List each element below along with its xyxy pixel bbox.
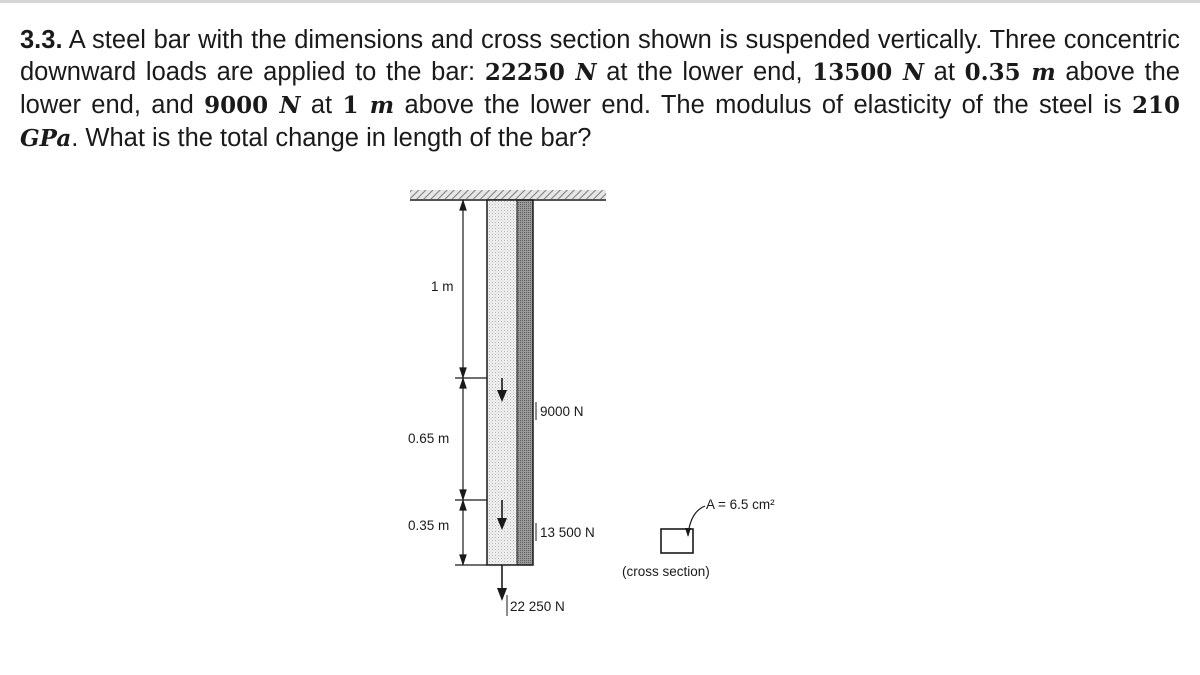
pos2-unit: m bbox=[1031, 59, 1056, 86]
pos2-value: 0.35 bbox=[964, 59, 1021, 86]
text-at: at bbox=[923, 58, 965, 86]
text-end: . What is the total change in length of the bar? bbox=[71, 124, 592, 152]
dimension-label-035m: 0.35 m bbox=[408, 518, 450, 533]
arrowhead-065m-bottom bbox=[460, 490, 466, 499]
dimension-label-1m: 1 m bbox=[431, 279, 454, 294]
load2-unit: N bbox=[902, 59, 924, 86]
text-at-2: at bbox=[300, 91, 343, 119]
steel-bar bbox=[487, 200, 533, 565]
arrowhead-035m-bottom bbox=[460, 555, 466, 564]
load-label-13500: 13 500 N bbox=[540, 525, 595, 540]
load-arrow-22250 bbox=[497, 565, 507, 601]
load2-value: 13500 bbox=[812, 59, 893, 86]
problem-intro: A steel bar with the dimensions and cross section shown is suspended vertically. Three concentric downward loads are applied to the bar: bbox=[20, 26, 1180, 86]
text-after-pos3: above the lower end. The modulus of elasticity of the steel is bbox=[394, 91, 1132, 119]
arrowhead-065m-top bbox=[460, 379, 466, 388]
arrowhead-1m-bottom bbox=[460, 368, 466, 377]
text-after-pos2: above the lower end, and bbox=[20, 58, 1180, 119]
cross-section-caption: (cross section) bbox=[622, 564, 710, 579]
ceiling-hatching bbox=[410, 190, 606, 199]
pos3-unit: m bbox=[369, 92, 395, 119]
load1-value: 22250 bbox=[484, 59, 565, 86]
dimension-line bbox=[455, 200, 487, 565]
ceiling-support bbox=[410, 190, 606, 200]
load3-value: 9000 bbox=[204, 92, 269, 119]
problem-number: 3.3. bbox=[20, 26, 63, 54]
modulus-value: 210 bbox=[1132, 92, 1181, 119]
dimension-label-065m: 0.65 m bbox=[408, 431, 450, 446]
bar-side-face bbox=[517, 200, 533, 565]
text-after-load1: at the lower end, bbox=[596, 58, 813, 86]
arrowhead-top bbox=[460, 201, 466, 210]
load-label-9000: 9000 N bbox=[540, 404, 584, 419]
cross-section-area-label: A = 6.5 cm² bbox=[706, 497, 775, 512]
arrowhead-035m-top bbox=[460, 501, 466, 510]
modulus-unit: GPa bbox=[20, 125, 72, 152]
cross-section bbox=[661, 506, 705, 553]
load1-unit: N bbox=[575, 59, 597, 86]
load3-unit: N bbox=[279, 92, 301, 119]
load-label-22250: 22 250 N bbox=[510, 599, 565, 614]
pos3-value: 1 bbox=[342, 92, 359, 119]
